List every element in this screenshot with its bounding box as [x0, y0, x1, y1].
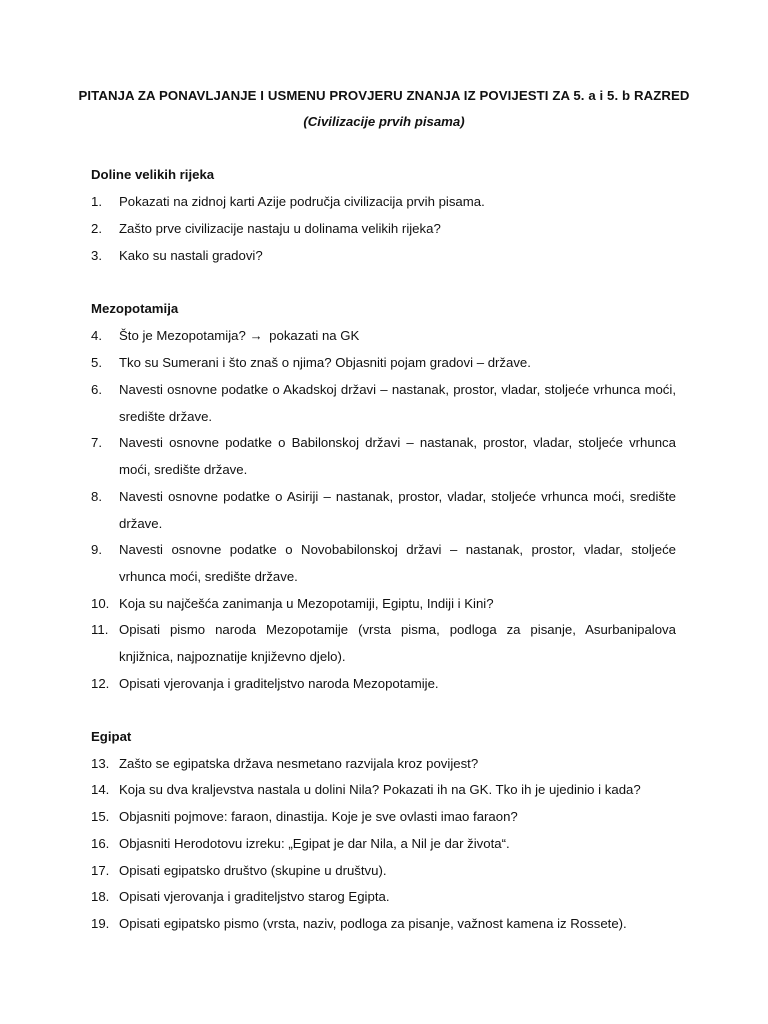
item-number: 15. — [91, 809, 110, 824]
item-text: Navesti osnovne podatke o Novobabilonskoj državi – nastanak, prostor, vladar, stoljeće vrhunca moći, središte države. — [119, 542, 676, 584]
item-number: 19. — [91, 916, 110, 931]
item-number: 14. — [91, 782, 110, 797]
item-number: 3. — [91, 248, 102, 263]
arrow-right-icon: → — [249, 328, 263, 343]
document-title: PITANJA ZA PONAVLJANJE I USMENU PROVJERU ZNANJA IZ POVIJESTI ZA 5. a i 5. b RAZRED — [78, 88, 690, 103]
item-text-before: Što je Mezopotamija? — [119, 328, 246, 343]
item-text: Tko su Sumerani i što znaš o njima? Objasniti pojam gradovi – države. — [119, 355, 531, 370]
document-subtitle: (Civilizacije prvih pisama) — [303, 114, 465, 129]
item-text: Objasniti Herodotovu izreku: „Egipat je dar Nila, a Nil je dar života“. — [119, 836, 510, 851]
item-text: Zašto prve civilizacije nastaju u dolinama velikih rijeka? — [119, 221, 441, 236]
section-heading-doline: Doline velikih rijeka — [91, 167, 215, 182]
item-number: 1. — [91, 194, 102, 209]
item-text-after: pokazati na GK — [269, 328, 360, 343]
section-heading-mezopotamija: Mezopotamija — [91, 301, 179, 316]
section-heading-egipat: Egipat — [91, 729, 132, 744]
item-number: 18. — [91, 889, 110, 904]
item-text: Navesti osnovne podatke o Asiriji – nastanak, prostor, vladar, stoljeće vrhunca moći, središte države. — [119, 489, 676, 531]
item-text: Opisati vjerovanja i graditeljstvo naroda Mezopotamije. — [119, 676, 439, 691]
item-text: Opisati pismo naroda Mezopotamije (vrsta pisma, podloga za pisanje, Asurbanipalova knjižnica, najpoznatije književno djelo). — [119, 622, 676, 664]
item-text: Koja su najčešća zanimanja u Mezopotamiji, Egiptu, Indiji i Kini? — [119, 596, 494, 611]
item-number: 16. — [91, 836, 110, 851]
item-number: 11. — [91, 622, 109, 637]
item-text: Objasniti pojmove: faraon, dinastija. Koje je sve ovlasti imao faraon? — [119, 809, 518, 824]
item-text — [119, 322, 676, 349]
item-text: Opisati egipatsko pismo (vrsta, naziv, podloga za pisanje, važnost kamena iz Rossete). — [119, 916, 627, 931]
item-number: 4. — [91, 328, 102, 343]
item-number: 6. — [91, 382, 102, 397]
item-text: Navesti osnovne podatke o Akadskoj državi – nastanak, prostor, vladar, stoljeće vrhunca moći, središte države. — [119, 382, 676, 424]
item-number: 7. — [91, 435, 102, 450]
item-text: Navesti osnovne podatke o Babilonskoj državi – nastanak, prostor, vladar, stoljeće vrhunca moći, središte države. — [119, 435, 676, 477]
item-number: 17. — [91, 863, 110, 878]
item-text: Koja su dva kraljevstva nastala u dolini Nila? Pokazati ih na GK. Tko ih je ujedinio i kada? — [119, 782, 641, 797]
item-text: Zašto se egipatska država nesmetano razvijala kroz povijest? — [119, 756, 479, 771]
item-number: 9. — [91, 542, 102, 557]
item-number: 8. — [91, 489, 102, 504]
item-text: Opisati vjerovanja i graditeljstvo starog Egipta. — [119, 889, 390, 904]
item-text: Pokazati na zidnoj karti Azije područja civilizacija prvih pisama. — [119, 194, 485, 209]
item-number: 5. — [91, 355, 102, 370]
item-text: Kako su nastali gradovi? — [119, 248, 263, 263]
item-number: 10. — [91, 596, 110, 611]
item-number: 12. — [91, 676, 110, 691]
item-number: 13. — [91, 756, 110, 771]
item-text: Opisati egipatsko društvo (skupine u društvu). — [119, 863, 387, 878]
item-number: 2. — [91, 221, 102, 236]
